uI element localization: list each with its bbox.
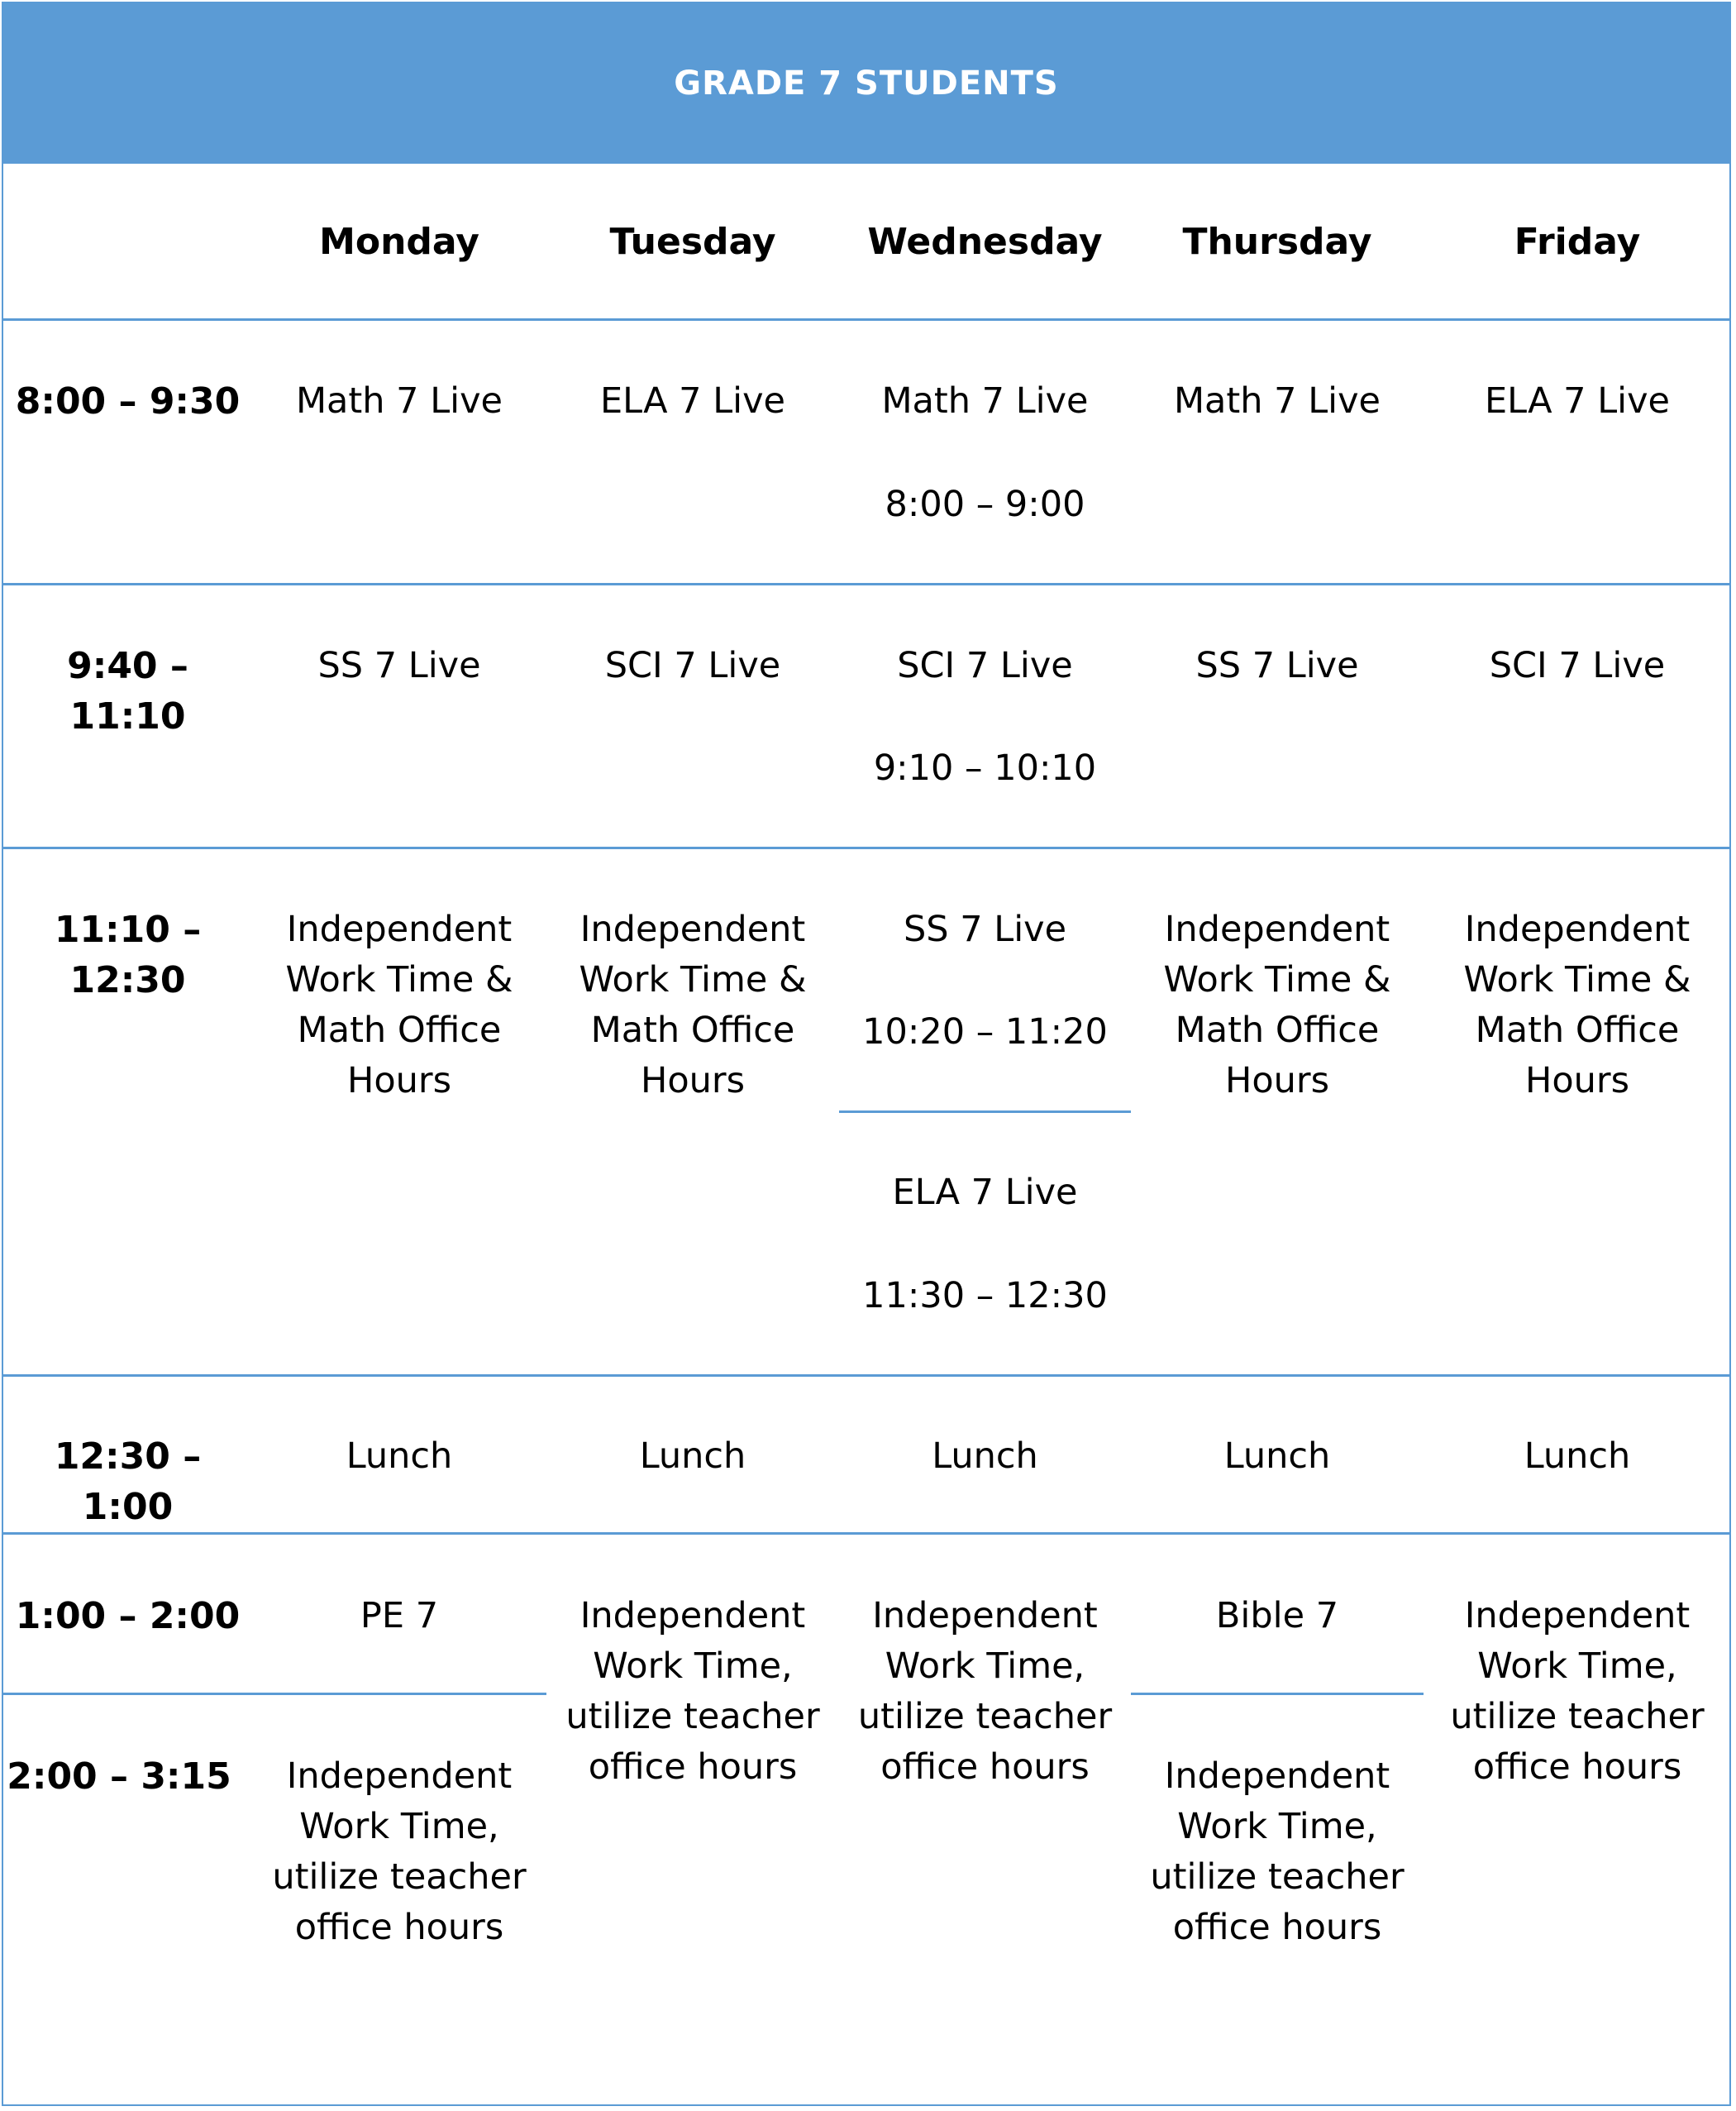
wednesday-split-divider [839,1110,1131,1113]
afternoon-split-divider-left [3,1693,546,1695]
row-divider [3,1374,1731,1377]
row4-tuesday: Lunch [639,1435,746,1477]
time-slot-3: 11:10 – 12:30 [54,909,202,1001]
row-divider [3,318,1731,321]
time-slot-6: 2:00 – 3:15 [7,1755,231,1798]
row5-thursday-b: Independent Work Time, utilize teacher office hours [1150,1755,1405,1948]
thursday-split-divider [1131,1693,1424,1695]
row2-wednesday: SCI 7 Live [897,645,1073,686]
row1-tuesday: ELA 7 Live [599,380,786,422]
title-bar [3,3,1729,164]
header-monday: Monday [319,221,479,263]
time-slot-1: 8:00 – 9:30 [15,380,241,423]
row3-wednesday-b: ELA 7 Live [892,1172,1078,1213]
row3-wednesday-a: SS 7 Live [903,909,1067,950]
time-slot-4: 12:30 – 1:00 [54,1435,202,1528]
row4-friday: Lunch [1524,1435,1631,1477]
row5-tuesday: Independent Work Time, utilize teacher office hours [565,1595,820,1788]
row1-monday: Math 7 Live [295,380,503,422]
row2-friday: SCI 7 Live [1489,645,1666,686]
header-tuesday: Tuesday [609,221,776,263]
row2-tuesday: SCI 7 Live [604,645,781,686]
row2-thursday: SS 7 Live [1195,645,1359,686]
row5-friday: Independent Work Time, utilize teacher office hours [1450,1595,1705,1788]
row1-thursday: Math 7 Live [1173,380,1381,422]
header-friday: Friday [1514,221,1641,263]
row3-wednesday-b-time: 11:30 – 12:30 [862,1275,1108,1316]
row5-thursday-a: Bible 7 [1215,1595,1339,1636]
row4-thursday: Lunch [1223,1435,1331,1477]
row5-wednesday: Independent Work Time, utilize teacher office hours [857,1595,1113,1788]
row-divider [3,847,1731,849]
row3-friday: Independent Work Time & Math Office Hours [1463,909,1691,1101]
row3-wednesday-a-time: 10:20 – 11:20 [862,1011,1108,1053]
row5-monday-b: Independent Work Time, utilize teacher office hours [272,1755,527,1948]
row5-monday-a: PE 7 [360,1595,439,1636]
row3-tuesday: Independent Work Time & Math Office Hours [579,909,807,1101]
table-title: GRADE 7 STUDENTS [674,64,1059,103]
time-slot-5: 1:00 – 2:00 [15,1595,241,1637]
row2-monday: SS 7 Live [317,645,481,686]
header-thursday: Thursday [1182,221,1372,263]
row1-wednesday: Math 7 Live [881,380,1089,422]
header-wednesday: Wednesday [867,221,1103,263]
row4-wednesday: Lunch [932,1435,1038,1477]
row1-friday: ELA 7 Live [1484,380,1671,422]
row1-wednesday-time: 8:00 – 9:00 [885,484,1085,525]
row-divider [3,1532,1731,1535]
time-slot-2: 9:40 – 11:10 [67,645,188,738]
row4-monday: Lunch [346,1435,453,1477]
row-divider [3,583,1731,585]
row2-wednesday-time: 9:10 – 10:10 [873,747,1097,789]
row3-thursday: Independent Work Time & Math Office Hours [1163,909,1391,1101]
row3-monday: Independent Work Time & Math Office Hours [285,909,513,1101]
